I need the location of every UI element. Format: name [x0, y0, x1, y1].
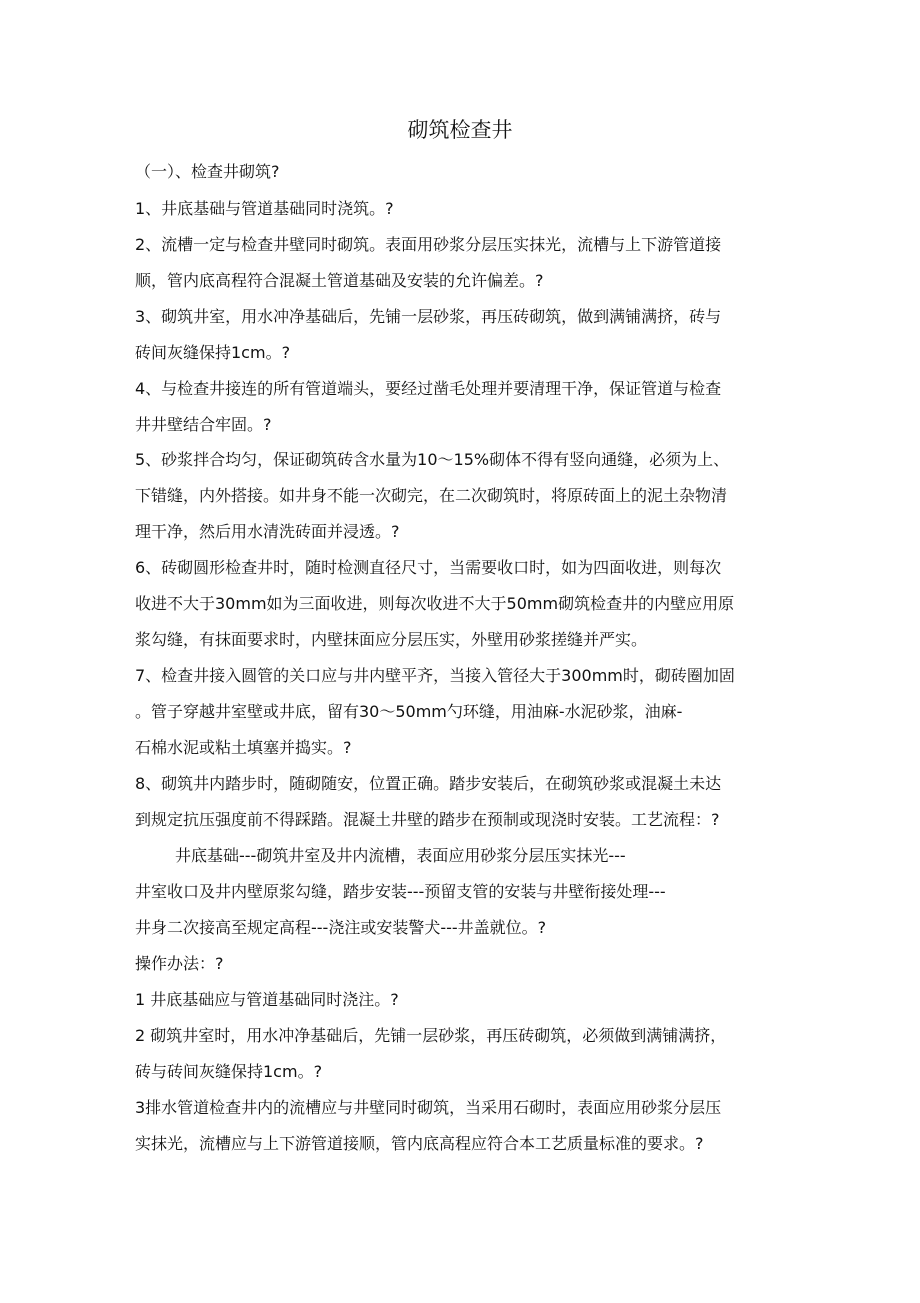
- paragraph-line: 。管子穿越井室壁或井底，留有30～50mm勺环缝，用油麻-水泥砂浆，油麻-: [135, 702, 683, 721]
- paragraph-line: 浆勾缝，有抹面要求时，内壁抹面应分层压实，外壁用砂浆搓缝并严实。: [135, 630, 648, 649]
- paragraph-line: 砖与砖间灰缝保持1cm。?: [135, 1062, 323, 1081]
- paragraph-line: 实抹光，流槽应与上下游管道接顺，管内底高程应符合本工艺质量标准的要求。?: [135, 1134, 704, 1153]
- paragraph-line: 7、检查井接入圆管的关口应与井内壁平齐，当接入管径大于300mm时，砌砖圈加固: [135, 666, 735, 685]
- paragraph-line: 8、砌筑井内踏步时，随砌随安，位置正确。踏步安装后，在砌筑砂浆或混凝土未达: [135, 774, 722, 793]
- page-title: 砌筑检查井: [407, 118, 513, 142]
- process-flow-line: 井身二次接高至规定高程---浇注或安装警犬---井盖就位。?: [135, 918, 547, 937]
- paragraph-line: 石棉水泥或粘土填塞并捣实。?: [135, 738, 352, 757]
- paragraph-line: 井井壁结合牢固。?: [135, 415, 272, 434]
- paragraph-line: 4、与检查井接连的所有管道端头，要经过凿毛处理并要清理干净，保证管道与检查: [135, 379, 722, 398]
- paragraph-line: 3、砌筑井室，用水冲净基础后，先铺一层砂浆，再压砖砌筑，做到满铺满挤，砖与: [135, 307, 722, 326]
- paragraph-line: 1、井底基础与管道基础同时浇筑。?: [135, 199, 394, 218]
- paragraph-line: 3排水管道检查井内的流槽应与井壁同时砌筑，当采用石砌时，表面应用砂浆分层压: [135, 1098, 722, 1117]
- subheading: 操作办法：?: [135, 954, 224, 973]
- process-flow-line: 井室收口及井内壁原浆勾缝，踏步安装---预留支管的安装与井壁衔接处理---: [135, 882, 666, 901]
- process-flow-line: 井底基础---砌筑井室及井内流槽，表面应用砂浆分层压实抹光---: [175, 846, 626, 865]
- paragraph-line: 6、砖砌圆形检查井时，随时检测直径尺寸，当需要收口时，如为四面收进，则每次: [135, 558, 722, 577]
- paragraph-line: 5、砂浆拌合均匀，保证砌筑砖含水量为10～15%砌体不得有竖向通缝，必须为上、: [135, 450, 730, 469]
- paragraph-line: 理干净，然后用水清洗砖面并浸透。?: [135, 522, 400, 541]
- paragraph-line: 下错缝，内外搭接。如井身不能一次砌完，在二次砌筑时，将原砖面上的泥土杂物清: [135, 486, 728, 505]
- section-heading: （一）、检查井砌筑?: [135, 162, 280, 181]
- paragraph-line: 到规定抗压强度前不得踩踏。混凝土井壁的踏步在预制或现浇时安装。工艺流程：?: [135, 810, 720, 829]
- paragraph-line: 顺，管内底高程符合混凝土管道基础及安装的允许偏差。?: [135, 271, 544, 290]
- paragraph-line: 收进不大于30mm如为三面收进，则每次收进不大于50mm砌筑检查井的内壁应用原: [135, 594, 735, 613]
- paragraph-line: 砖间灰缝保持1cm。?: [135, 343, 291, 362]
- paragraph-line: 1 井底基础应与管道基础同时浇注。?: [135, 990, 399, 1009]
- paragraph-line: 2、流槽一定与检查井壁同时砌筑。表面用砂浆分层压实抹光，流槽与上下游管道接: [135, 235, 722, 254]
- paragraph-line: 2 砌筑井室时，用水冲净基础后，先铺一层砂浆，再压砖砌筑，必须做到满铺满挤，: [135, 1026, 727, 1045]
